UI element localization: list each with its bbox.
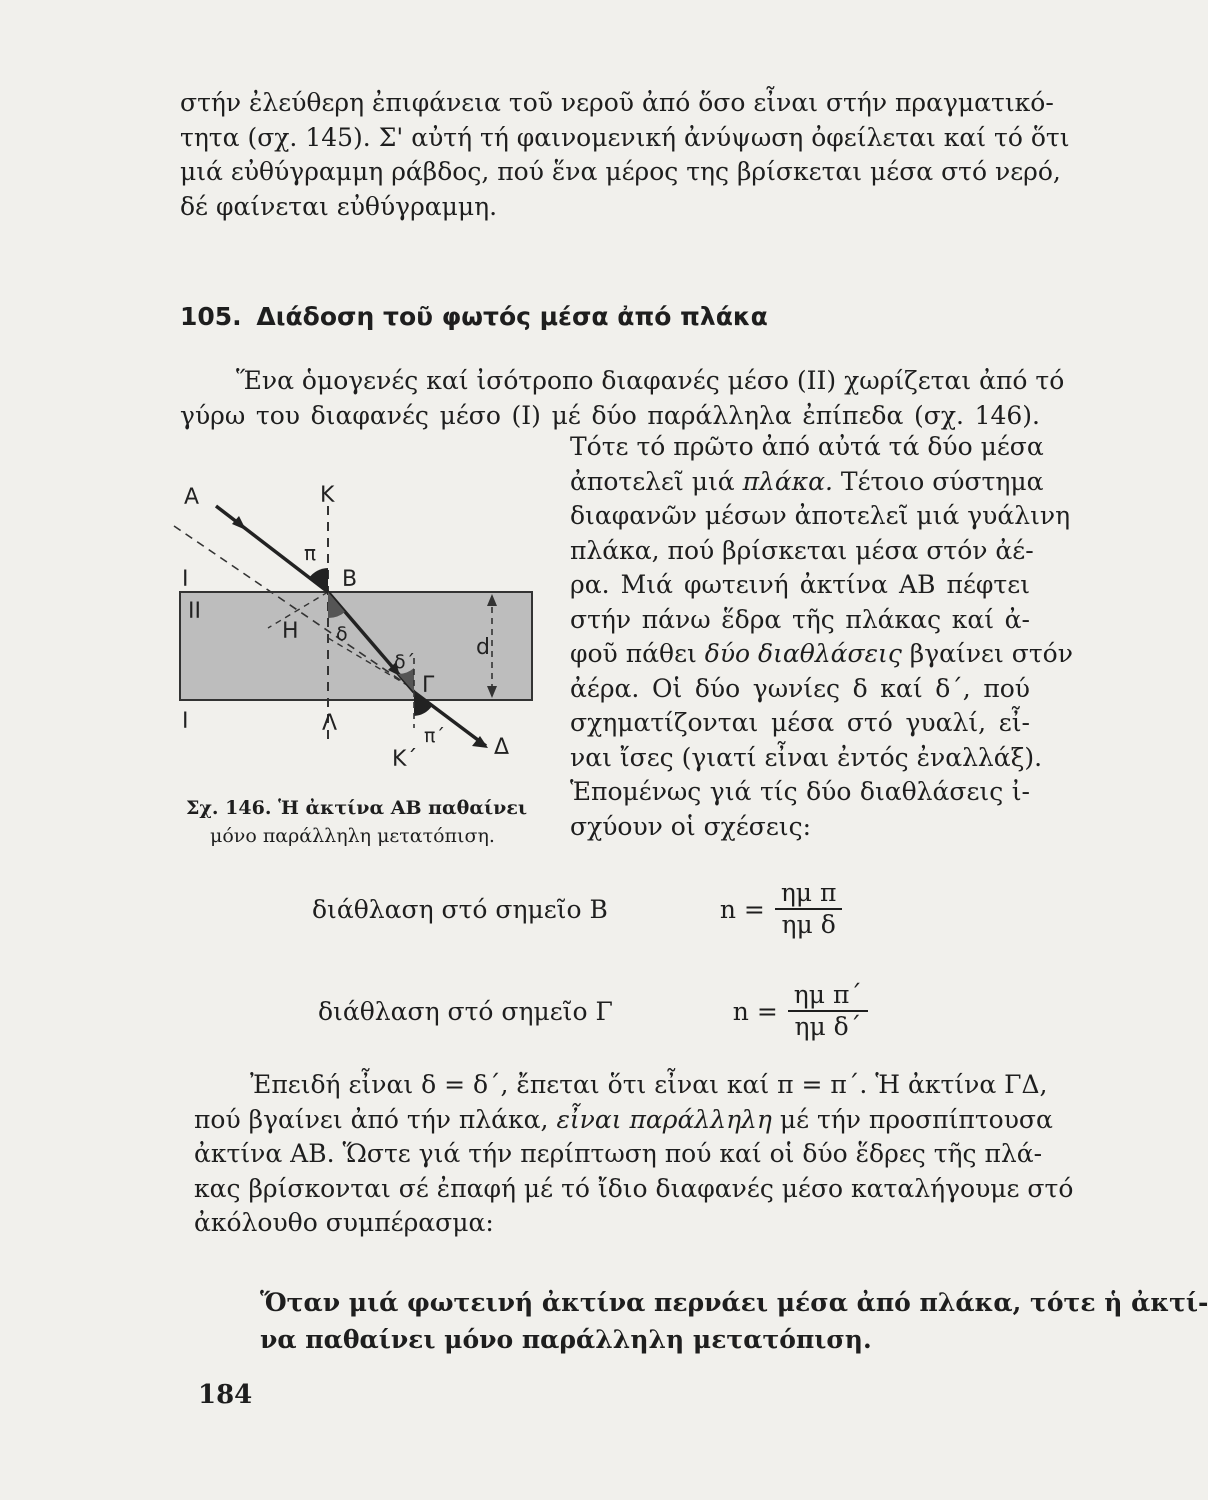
label-pi-prime: π΄ [424,725,445,747]
text-line: πού βγαίνει ἀπό τήν πλάκα, εἶναι παράλληλη μέ τήν προσπίπτουσα [194,1104,1053,1134]
fraction-denominator: ημ δ [781,910,836,939]
caption-prefix: Σχ. 146. [186,797,272,819]
text-line: ἀποτελεῖ μιά πλάκα. Τέτοιο σύστημα [570,466,1044,496]
fraction-denominator: ημ δ΄ [794,1012,862,1041]
section-number: 105. [180,302,242,331]
text-line: Ὅταν μιά φωτεινή ἀκτίνα περνάει μέσα ἀπό πλάκα, τότε ἡ ἀκτί- [260,1288,1208,1317]
angle-pi-mark [309,568,328,592]
text-line: φοῦ πάθει δύο διαθλάσεις βγαίνει στόν [570,639,1073,668]
label-K: Κ [320,483,335,508]
equation-lhs: n = [719,894,765,924]
figure-caption [186,794,527,850]
label-H: Η [282,619,299,644]
label-Gamma: Γ [422,673,435,698]
text-line: μιά εὐθύγραμμη ράβδος, πού ἕνα μέρος της βρίσκεται μέσα στό νερό, [180,157,1061,186]
page-number: 184 [198,1380,253,1410]
text-line: κας βρίσκονται σέ ἐπαφή μέ τό ἴδιο διαφανές μέσο καταλήγουμε στό [194,1173,1074,1203]
equation-label: διάθλαση στό σημεῖο Γ [318,996,613,1026]
text-line: Τότε τό πρῶτο ἀπό αὐτά τά δύο μέσα [570,432,1044,461]
equation-lhs: n = [732,996,778,1026]
equation-refraction-gamma [318,980,868,1042]
section-title: Διάδοση τοῦ φωτός μέσα ἀπό πλάκα [256,302,768,331]
text-line: Ἑπομένως γιά τίς δύο διαθλάσεις ἰ- [570,777,1030,806]
caption-line1: Ἡ ἀκτίνα ΑΒ παθαίνει [278,797,528,819]
text-line: διαφανῶν μέσων ἀποτελεῖ μιά γυάλινη [570,501,1071,530]
label-K-prime: Κ΄ [392,747,418,772]
text-line: ἀκτίνα ΑΒ. Ὥστε γιά τήν περίπτωση πού καί οἱ δύο ἕδρες τῆς πλά- [194,1139,1043,1168]
label-delta-prime: δ΄ [394,651,416,673]
label-I-top: Ι [182,567,189,592]
text-line: δέ φαίνεται εὐθύγραμμη. [180,191,498,221]
conclusion-statement [194,1284,1208,1358]
text-line: ναι ἴσες (γιατί εἶναι ἐντός ἐναλλάξ). [570,742,1043,772]
paragraph-parallel-result [194,1068,1074,1241]
text-line: πλάκα, πού βρίσκεται μέσα στόν ἀέ- [570,535,1034,565]
label-delta: δ [336,623,348,645]
figure-146-diagram [168,478,540,782]
text-line: να παθαίνει μόνο παράλληλη μετατόπιση. [260,1325,872,1354]
text-line: Ἐπειδή εἶναι δ = δ΄, ἔπεται ὅτι εἶναι καί π = π΄. Ἡ ἀκτίνα ΓΔ, [250,1070,1048,1099]
label-Lambda: Λ [322,711,338,736]
fraction-numerator: ημ π΄ [793,980,862,1009]
section-heading [180,302,768,331]
paragraph-plate-side [570,430,1073,844]
text-line: σχηματίζονται μέσα στό γυαλί, εἶ- [570,708,1030,737]
text-line: ρα. Μιά φωτεινή ἀκτίνα ΑΒ πέφτει [570,570,1030,599]
text-line: τητα (σχ. 145). Σ' αὐτή τή φαινομενική ἀνύψωση ὀφείλεται καί τό ὅτι [180,122,1070,152]
label-B: Β [342,567,358,592]
equation-label: διάθλαση στό σημεῖο Β [312,894,608,924]
text-line: Ἕνα ὁμογενές καί ἰσότροπο διαφανές μέσο (ΙΙ) χωρίζεται ἀπό τό [236,366,1065,395]
caption-line2: μόνο παράλληλη μετατόπιση. [210,825,495,847]
text-line: ἀέρα. Οἱ δύο γωνίες δ καί δ΄, πού [570,673,1030,703]
label-A: Α [184,485,200,510]
label-Delta: Δ [494,735,510,760]
fraction [788,980,868,1042]
equation-refraction-b [312,878,842,940]
text-line: ἀκόλουθο συμπέρασμα: [194,1208,494,1237]
fraction-numerator: ημ π [780,878,837,907]
label-d: d [476,635,490,660]
paragraph-plate-intro [180,364,1065,433]
fraction [775,878,843,940]
label-I-bottom: Ι [182,709,189,734]
label-pi: π [304,541,317,565]
text-line: στήν ἐλεύθερη ἐπιφάνεια τοῦ νεροῦ ἀπό ὅσο εἶναι στήν πραγματικό- [180,88,1054,117]
text-line: σχύουν οἱ σχέσεις: [570,811,812,841]
label-II: ΙΙ [188,599,201,624]
text-line: στήν πάνω ἕδρα τῆς πλάκας καί ἀ- [570,604,1030,634]
text-line: γύρω του διαφανές μέσο (Ι) μέ δύο παράλληλα ἐπίπεδα (σχ. 146). [180,400,1040,430]
paragraph-intro [180,86,1070,224]
